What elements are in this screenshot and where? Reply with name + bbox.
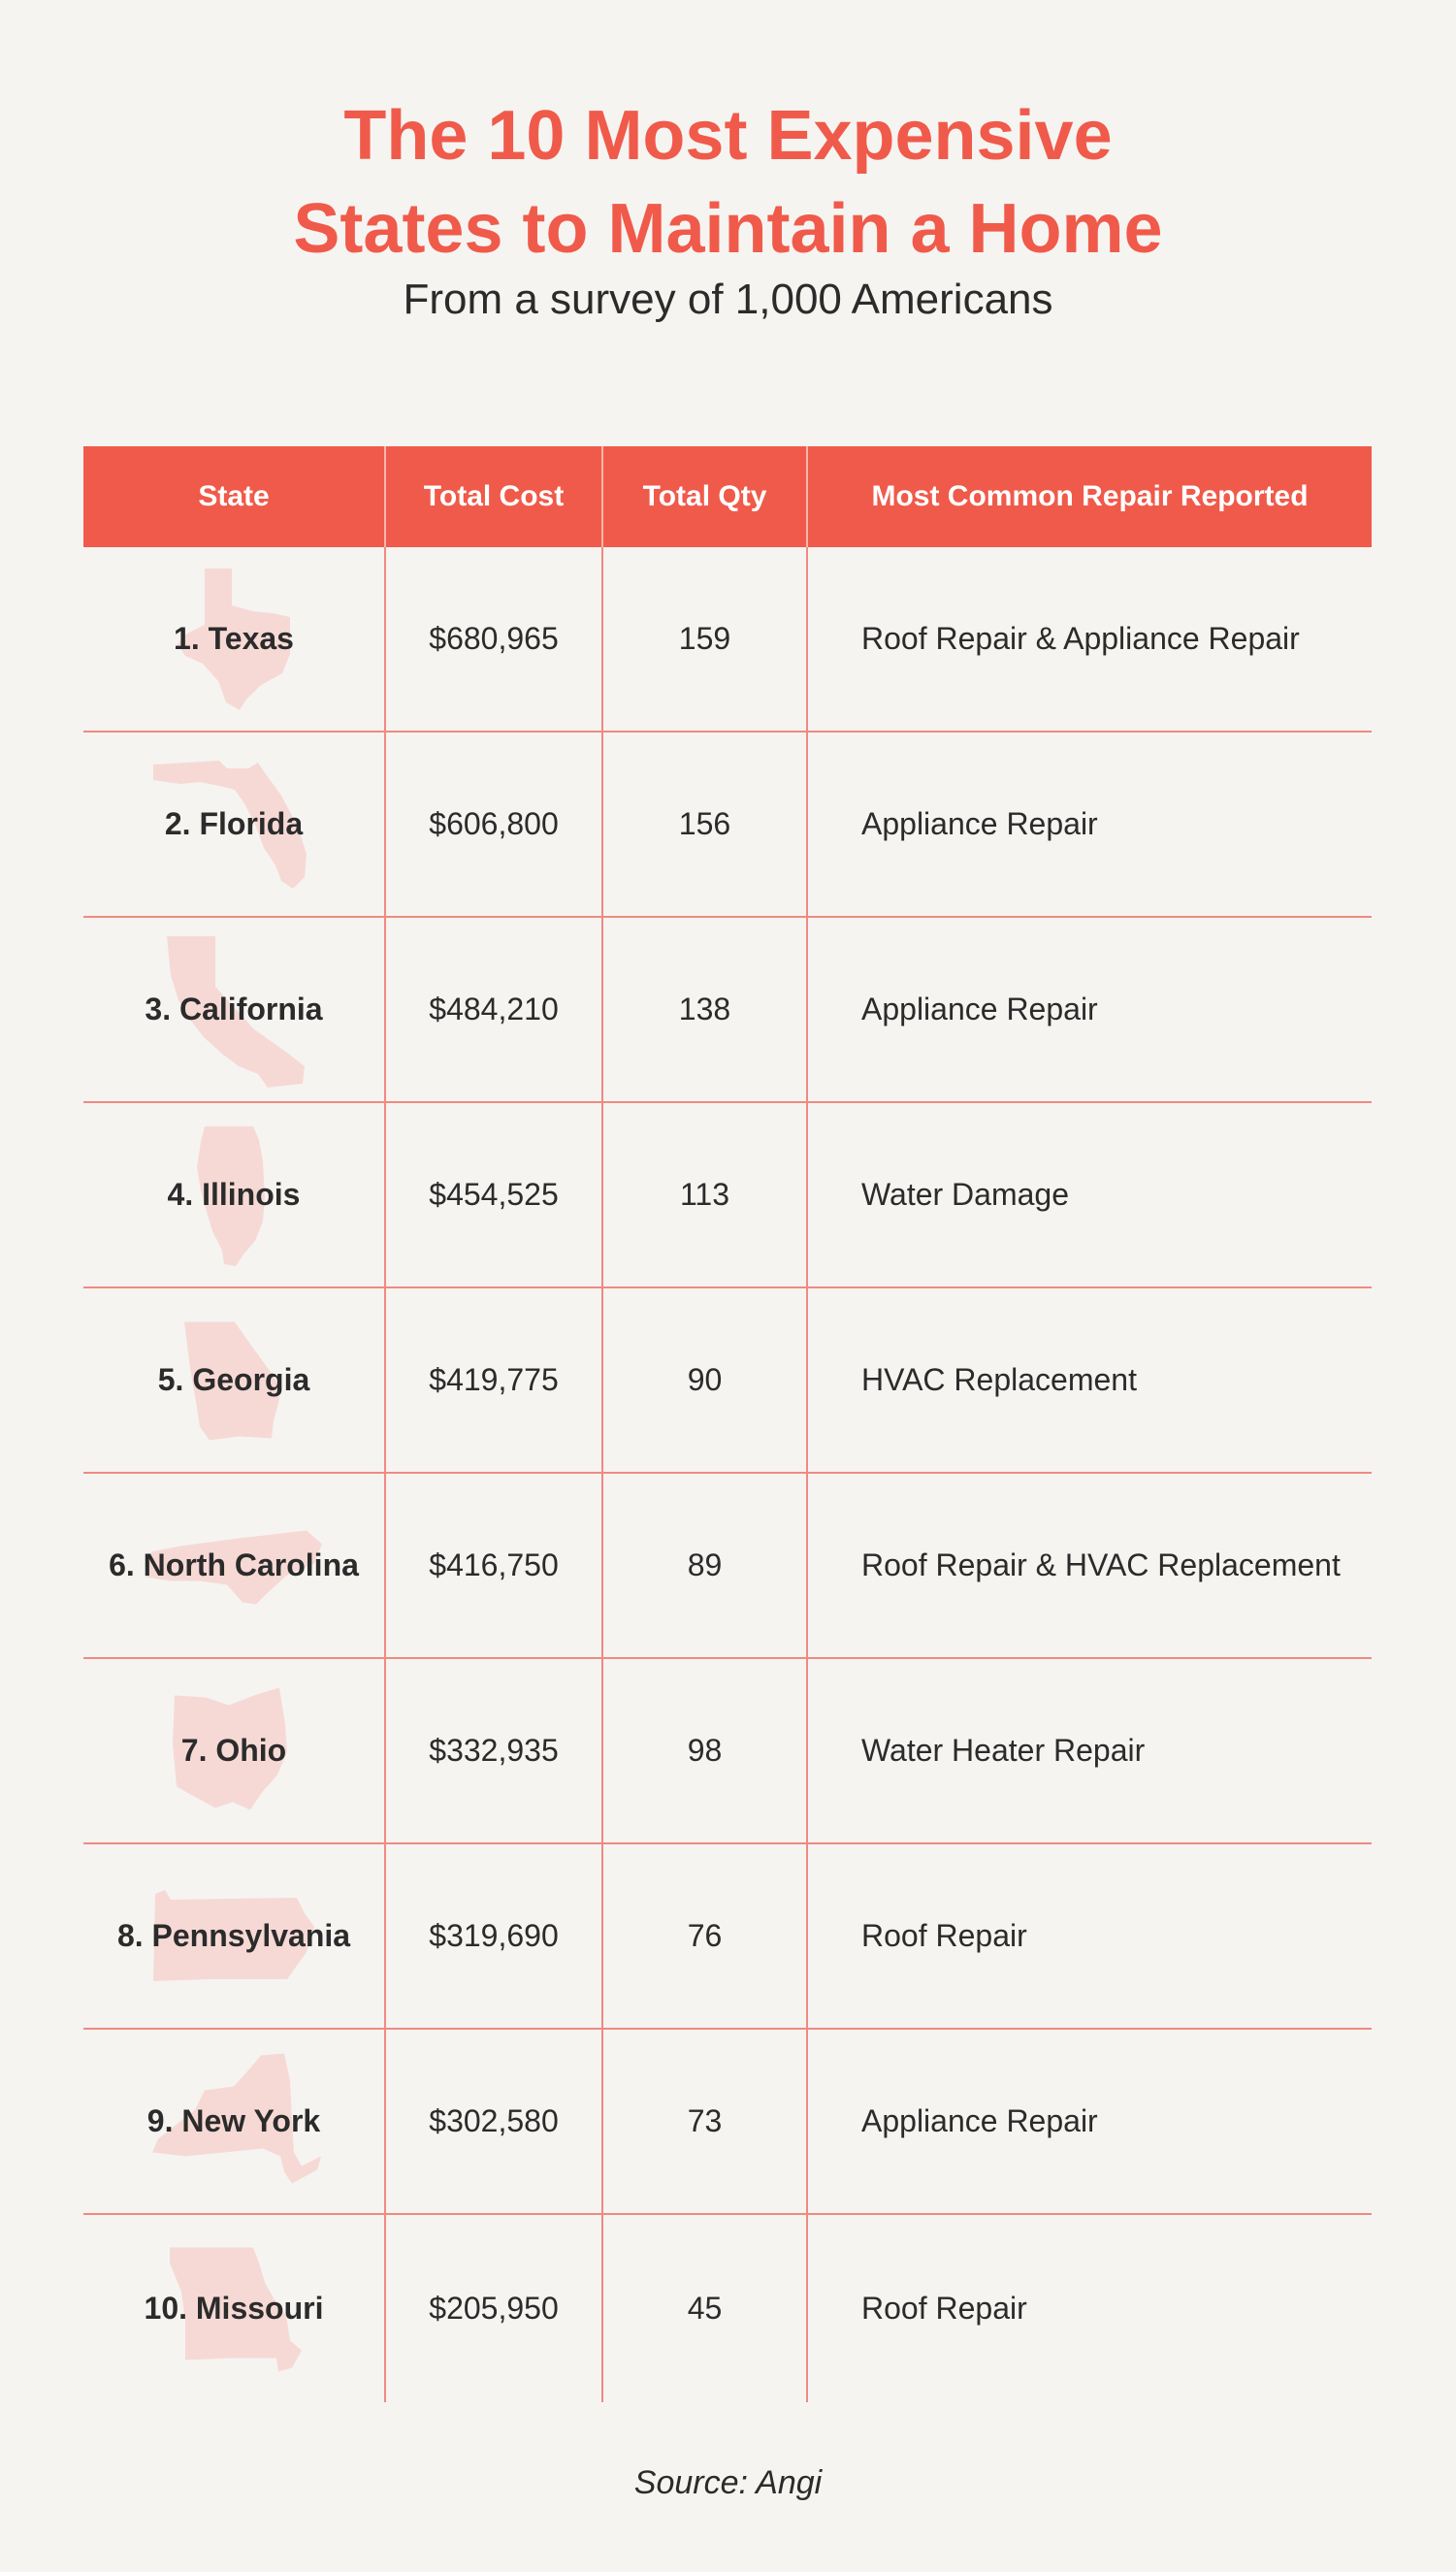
repair-cell: Roof Repair & HVAC Replacement [861,1547,1341,1582]
table-row [83,918,1372,1103]
state-cell [83,2030,386,2213]
total-qty-cell: 45 [603,2215,808,2402]
state-cell [83,1659,386,1842]
total-qty-cell: 156 [603,733,808,916]
column-header-total-cost: Total Cost [386,446,603,547]
total-qty-cell: 113 [603,1103,808,1286]
repair-cell: Appliance Repair [861,806,1098,841]
repair-cell: Water Heater Repair [861,1733,1146,1768]
table-row [83,1844,1372,2030]
table-row [83,2215,1372,2402]
state-cell [83,1288,386,1472]
table-row [83,1103,1372,1288]
total-cost-cell: $484,210 [386,918,603,1101]
column-header-state: State [83,446,386,547]
total-cost-cell: $419,775 [386,1288,603,1472]
state-cell [83,1103,386,1286]
repair-cell: Roof Repair [861,1918,1027,1953]
state-name: 4. Illinois [167,1177,301,1212]
total-cost-cell: $205,950 [386,2215,603,2402]
state-name: 2. Florida [164,806,304,841]
state-name: 10. Missouri [144,2291,324,2326]
total-qty-cell: 98 [603,1659,808,1842]
state-cell [83,547,386,731]
state-cell [83,1844,386,2028]
total-cost-cell: $332,935 [386,1659,603,1842]
state-name: 7. Ohio [180,1733,287,1768]
table-row [83,1659,1372,1844]
state-cell [83,733,386,916]
table-row [83,1288,1372,1474]
total-cost-cell: $416,750 [386,1474,603,1657]
table-row [83,733,1372,918]
state-cell [83,918,386,1101]
data-table [83,446,1372,2402]
state-cell [83,2215,386,2402]
repair-cell: Appliance Repair [861,2103,1098,2138]
table-body [83,547,1372,2402]
title-line-1: The 10 Most Expensive [343,97,1113,175]
state-name: 1. Texas [174,621,294,656]
subtitle: From a survey of 1,000 Americans [403,276,1053,323]
state-name: 9. New York [146,2103,321,2138]
table-row [83,547,1372,733]
total-qty-cell: 89 [603,1474,808,1657]
repair-cell: Roof Repair [861,2291,1027,2326]
total-cost-cell: $680,965 [386,547,603,731]
state-name: 8. Pennsylvania [116,1918,351,1953]
repair-cell: Roof Repair & Appliance Repair [861,621,1300,656]
total-qty-cell: 90 [603,1288,808,1472]
total-cost-cell: $454,525 [386,1103,603,1286]
table-row [83,2030,1372,2215]
total-cost-cell: $319,690 [386,1844,603,2028]
column-header-repair: Most Common Repair Reported [871,480,1309,512]
repair-cell: HVAC Replacement [861,1362,1137,1397]
source-note: Source: Angi [633,2464,823,2501]
total-qty-cell: 159 [603,547,808,731]
table-header [83,446,1372,547]
total-qty-cell: 73 [603,2030,808,2213]
total-qty-cell: 76 [603,1844,808,2028]
repair-cell: Water Damage [861,1177,1069,1212]
state-name: 6. North Carolina [109,1547,359,1582]
title-line-2: States to Maintain a Home [293,190,1163,268]
total-cost-cell: $302,580 [386,2030,603,2213]
table-row [83,1474,1372,1659]
state-name: 5. Georgia [157,1362,310,1397]
repair-cell: Appliance Repair [861,992,1098,1026]
state-cell [83,1474,386,1657]
column-header-total-qty: Total Qty [603,446,808,547]
total-qty-cell: 138 [603,918,808,1101]
page-title [0,89,1456,276]
total-cost-cell: $606,800 [386,733,603,916]
state-name: 3. California [145,992,323,1026]
